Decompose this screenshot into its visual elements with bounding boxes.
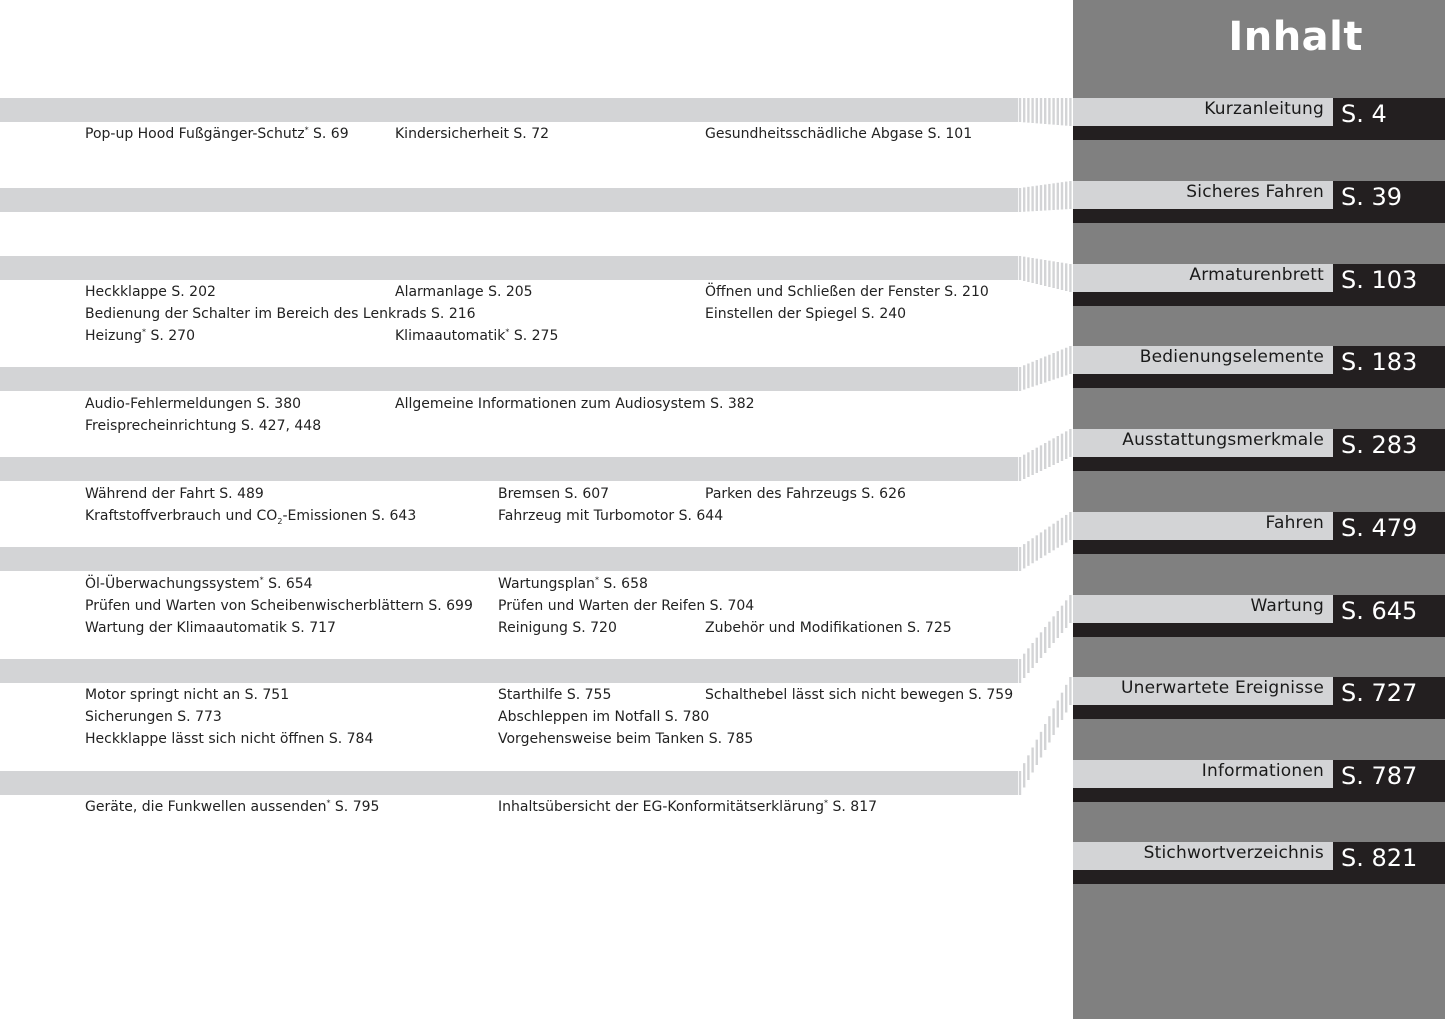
topic-link[interactable] [498, 507, 723, 525]
chapter-tab-label: Sicheres Fahren [1186, 182, 1324, 202]
topic-title: Heckklappe lässt sich nicht öffnen [85, 731, 325, 747]
topic-title: Prüfen und Warten der Reifen [498, 598, 706, 614]
topic-link[interactable] [498, 619, 617, 637]
topic-page: S. 785 [708, 731, 754, 747]
topic-title: Reinigung [498, 620, 568, 636]
section-band [0, 188, 1018, 212]
topic-link[interactable] [395, 395, 755, 413]
topic-page: S. 382 [710, 396, 755, 412]
topic-link[interactable] [85, 395, 301, 413]
topic-page: S. 658 [603, 576, 648, 592]
topic-link[interactable] [498, 730, 753, 748]
chapter-tab-page: S. 727 [1333, 677, 1445, 719]
topic-link[interactable] [498, 485, 609, 503]
topic-page: S. 205 [488, 284, 533, 300]
chapter-tab[interactable] [1073, 760, 1445, 802]
topic-page: S. 780 [664, 709, 710, 725]
topic-title: Inhaltsübersicht der EG-Konformitätserklärung [498, 799, 825, 815]
topic-link[interactable] [85, 597, 473, 615]
topic-link[interactable] [85, 305, 476, 323]
topic-page: S. 773 [177, 709, 222, 725]
topic-page: S. 380 [256, 396, 302, 412]
topic-title: Prüfen und Warten von Scheibenwischerblättern [85, 598, 424, 614]
topic-link[interactable] [85, 686, 289, 704]
topic-link[interactable] [85, 283, 216, 301]
topic-title: Abschleppen im Notfall [498, 709, 661, 725]
topic-page: S. 240 [861, 306, 907, 322]
chapter-tab[interactable] [1073, 595, 1445, 637]
section-band [0, 771, 1018, 795]
topic-link[interactable] [85, 708, 222, 726]
chapter-tab[interactable] [1073, 842, 1445, 884]
topic-title: Bedienung der Schalter im Bereich des Lenkrads [85, 306, 427, 322]
chapter-tab-page: S. 645 [1333, 595, 1445, 637]
connector-hatch [1018, 512, 1074, 573]
topic-link[interactable] [395, 327, 558, 345]
chapter-tab[interactable] [1073, 677, 1445, 719]
chapter-tab-page: S. 39 [1333, 181, 1445, 223]
section-band [0, 256, 1018, 280]
topic-title: Heizung [85, 328, 143, 344]
topic-title: Einstellen der Spiegel [705, 306, 858, 322]
topic-link[interactable] [85, 798, 379, 816]
topic-page: S. 101 [927, 126, 973, 142]
topic-title: Klimaautomatik [395, 328, 506, 344]
topic-title: Kraftstoffverbrauch und CO [85, 508, 278, 524]
topic-title: Fahrzeug mit Turbomotor [498, 508, 675, 524]
chapter-tab-page: S. 479 [1333, 512, 1445, 554]
topic-title: Geräte, die Funkwellen aussenden [85, 799, 327, 815]
topic-title: Sicherungen [85, 709, 173, 725]
asterisk-mark: * [326, 798, 331, 808]
topic-page: S. 720 [572, 620, 617, 636]
topic-title: Alarmanlage [395, 284, 484, 300]
chapter-tab-label: Kurzanleitung [1204, 99, 1324, 119]
topic-title: Motor springt nicht an [85, 687, 241, 703]
topic-title: Allgemeine Informationen zum Audiosystem [395, 396, 706, 412]
asterisk-mark: * [259, 575, 264, 585]
topic-title: Freisprecheinrichtung [85, 418, 237, 434]
topic-title: Wartung der Klimaautomatik [85, 620, 287, 636]
topic-link[interactable] [498, 798, 877, 816]
chapter-tab-label: Informationen [1201, 761, 1324, 781]
topic-title: Pop-up Hood Fußgänger-Schutz [85, 126, 305, 142]
topic-page: S. 644 [678, 508, 724, 524]
topic-page: S. 626 [861, 486, 906, 502]
chapter-tab-label: Unerwartete Ereignisse [1120, 678, 1324, 698]
topic-link[interactable] [85, 417, 321, 435]
chapter-tab[interactable] [1073, 346, 1445, 388]
connector-hatch [1018, 346, 1074, 393]
topic-page: S. 784 [328, 731, 374, 747]
topic-link[interactable] [498, 575, 648, 593]
topic-title: Parken des Fahrzeugs [705, 486, 857, 502]
chapter-tab-page: S. 821 [1333, 842, 1445, 884]
topic-link[interactable] [705, 619, 952, 637]
topic-page: S. 725 [907, 620, 952, 636]
topic-title: Heckklappe [85, 284, 167, 300]
chapter-tab[interactable] [1073, 429, 1445, 471]
topic-link[interactable] [85, 327, 195, 345]
topic-page: S. 717 [291, 620, 336, 636]
chapter-tab-label: Ausstattungsmerkmale [1122, 430, 1324, 450]
topic-page: S. 489 [219, 486, 264, 502]
topic-link[interactable] [705, 125, 972, 143]
topic-title: Bremsen [498, 486, 561, 502]
topic-link[interactable] [85, 125, 349, 143]
subscript: 2 [277, 516, 283, 526]
topic-page: S. 270 [150, 328, 195, 344]
section-band [0, 659, 1018, 683]
asterisk-mark: * [824, 798, 829, 808]
topic-page: S. 210 [944, 284, 989, 300]
section-band [0, 547, 1018, 571]
topic-title: Öl-Überwachungssystem [85, 576, 260, 592]
topic-page: S. 795 [334, 799, 380, 815]
chapter-tab-label: Fahren [1265, 513, 1324, 533]
topic-page: S. 427, 448 [240, 418, 322, 434]
topic-page: S. 275 [513, 328, 559, 344]
topic-page: S. 704 [709, 598, 755, 614]
chapter-tab[interactable] [1073, 512, 1445, 554]
asterisk-mark: * [142, 327, 147, 337]
chapter-tab-page: S. 283 [1333, 429, 1445, 471]
topic-link[interactable] [705, 485, 906, 503]
topic-title: Schalthebel lässt sich nicht bewegen [705, 687, 965, 703]
topic-title: Öffnen und Schließen der Fenster [705, 284, 940, 300]
section-band [0, 457, 1018, 481]
asterisk-mark: * [304, 125, 309, 135]
asterisk-mark: * [505, 327, 510, 337]
topic-link[interactable] [85, 485, 264, 503]
topic-page: S. 69 [313, 126, 349, 142]
chapter-tab-page: S. 4 [1333, 98, 1445, 140]
topic-title: Vorgehensweise beim Tanken [498, 731, 705, 747]
topic-page: S. 216 [431, 306, 476, 322]
topic-page: S. 699 [428, 598, 473, 614]
chapter-tab[interactable] [1073, 264, 1445, 306]
topic-page: S. 202 [171, 284, 216, 300]
topic-link[interactable] [498, 686, 611, 704]
topic-title: Kindersicherheit [395, 126, 509, 142]
connector-hatch [1018, 181, 1074, 214]
chapter-tab-label: Stichwortverzeichnis [1143, 843, 1324, 863]
topic-link[interactable] [498, 597, 754, 615]
topic-link[interactable] [395, 125, 549, 143]
topic-page: S. 759 [968, 687, 1014, 703]
topic-page: S. 607 [564, 486, 610, 502]
chapter-tab-page: S. 103 [1333, 264, 1445, 306]
topic-link[interactable] [705, 686, 1013, 704]
connector-hatch [1018, 595, 1074, 685]
topic-link[interactable] [85, 507, 416, 525]
topic-page: S. 755 [566, 687, 612, 703]
topic-page: S. 817 [832, 799, 878, 815]
topic-link[interactable] [498, 708, 709, 726]
topic-title: Wartungsplan [498, 576, 595, 592]
chapter-tab-label: Bedienungselemente [1139, 347, 1324, 367]
topic-page: S. 654 [268, 576, 313, 592]
connector-hatch [1018, 677, 1074, 797]
chapter-tab[interactable] [1073, 98, 1445, 140]
topic-title: Starthilfe [498, 687, 563, 703]
topic-link[interactable] [85, 619, 336, 637]
chapter-tab-label: Wartung [1250, 596, 1324, 616]
page-title: Inhalt [1228, 14, 1363, 60]
chapter-tab-page: S. 183 [1333, 346, 1445, 388]
topic-page: S. 643 [371, 508, 417, 524]
chapter-tab[interactable] [1073, 181, 1445, 223]
connector-hatch [1018, 256, 1074, 294]
section-band [0, 98, 1018, 122]
topic-link[interactable] [705, 305, 906, 323]
topic-page: S. 751 [244, 687, 290, 703]
topic-page: S. 72 [513, 126, 550, 142]
topic-title: Gesundheitsschädliche Abgase [705, 126, 924, 142]
section-band [0, 367, 1018, 391]
topic-title: Audio-Fehlermeldungen [85, 396, 253, 412]
topic-link[interactable] [395, 283, 533, 301]
connector-hatch [1018, 429, 1074, 483]
topic-title: Zubehör und Modifikationen [705, 620, 903, 636]
chapter-tab-page: S. 787 [1333, 760, 1445, 802]
topic-link[interactable] [85, 575, 313, 593]
asterisk-mark: * [594, 575, 599, 585]
topic-link[interactable] [85, 730, 373, 748]
topic-link[interactable] [705, 283, 989, 301]
chapter-tab-label: Armaturenbrett [1189, 265, 1324, 285]
connector-hatch [1018, 98, 1074, 128]
topic-title: Während der Fahrt [85, 486, 215, 502]
topic-title-suffix: -Emissionen [282, 508, 368, 524]
